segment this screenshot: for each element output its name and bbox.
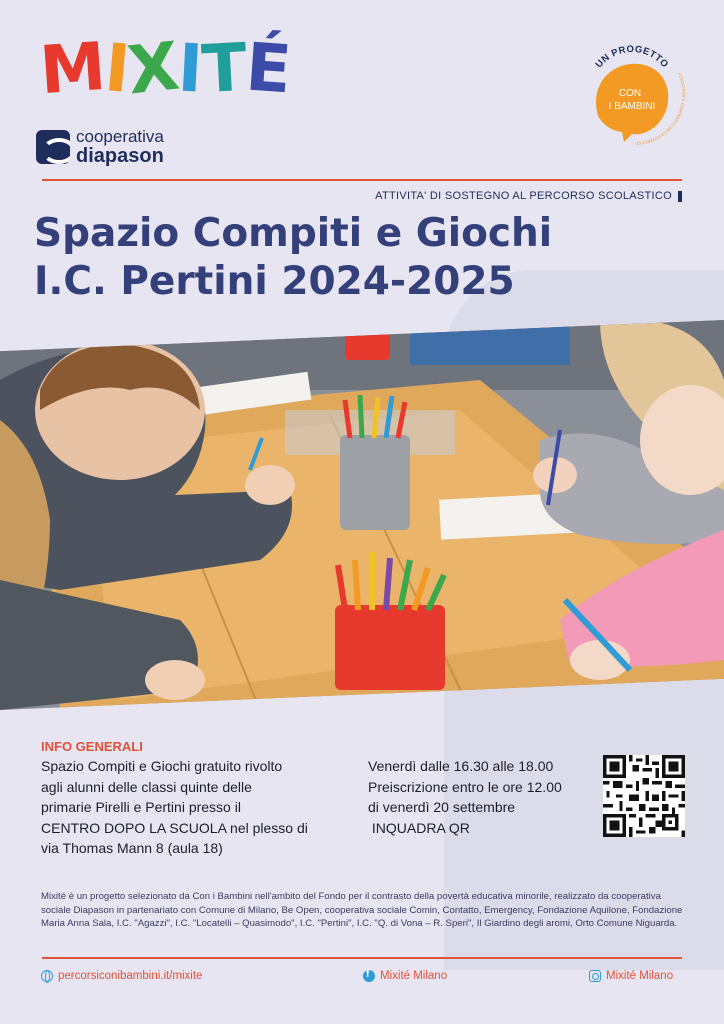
divider-top	[42, 179, 682, 181]
globe-icon	[41, 970, 53, 982]
footer-website-link[interactable]	[41, 970, 202, 982]
kicker	[375, 190, 682, 202]
info-heading: INFO GENERALI	[41, 739, 143, 754]
info-line: via Thomas Mann 8 (aula 18)	[41, 840, 223, 856]
instagram-text: Mixité Milano	[606, 970, 674, 982]
website-text: percorsiconibambini.it/mixite	[58, 970, 203, 982]
footnote: Mixité è un progetto selezionato da Con i Bambini nell'ambito del Fondo per il contrasto della povertà educativa minorile, realizzato da cooperativa sociale Diapason in partenariato con Comune di Milano, Be Open, cooperativa sociale Comin, Contatto, Emergency, Fondazione Aquilone, Fondazione Maria Anna Sala, I.C. "Agazzi", I.C. "Locatelli – Quasimodo", I.C. "Pertini", I.C. "Q. di Vona – R. Speri", Il Giardino degli aromi, Orto Comune Niguarda.	[41, 891, 683, 929]
badge-arc-text: FONDO PER IL CONTRASTO DELLA POVERTÀ ED	[635, 72, 686, 146]
schedule-block	[368, 756, 598, 838]
mixite-logo	[37, 27, 293, 110]
schedule-line: Preiscrizione entro le ore 12.00	[368, 778, 562, 795]
footer-facebook-link[interactable]	[363, 970, 447, 982]
schedule-line: INQUADRA QR	[368, 819, 470, 836]
footer-instagram-link[interactable]	[589, 970, 673, 982]
diapason-line1: cooperativa	[76, 127, 164, 146]
title-line2: I.C. Pertini 2024-2025	[34, 258, 515, 304]
logo-letter: I	[101, 29, 132, 108]
badge-top-text: UN PROGETTO	[593, 43, 671, 71]
logo-letter: M	[37, 27, 108, 110]
diapason-mark-icon	[36, 130, 70, 164]
facebook-icon	[363, 970, 375, 982]
info-line: Spazio Compiti e Giochi gratuito rivolto	[41, 758, 283, 774]
diapason-line2: diapason	[76, 145, 164, 167]
instagram-icon	[589, 970, 601, 982]
badge-line1: CON	[618, 88, 642, 99]
con-i-bambini-badge	[578, 38, 686, 146]
divider-bottom	[42, 957, 682, 959]
facebook-text: Mixité Milano	[380, 970, 448, 982]
info-body	[41, 756, 341, 859]
schedule-line: di venerdì 20 settembre	[368, 799, 516, 815]
logo-letter: X	[124, 27, 182, 110]
qr-code[interactable]	[603, 755, 685, 837]
kicker-text: ATTIVITA' DI SOSTEGNO AL PERCORSO SCOLASTICO	[375, 190, 672, 202]
info-line: CENTRO DOPO LA SCUOLA nel plesso di	[41, 819, 308, 836]
badge-line2: I BAMBINI	[608, 101, 656, 112]
logo-letter: I	[176, 29, 204, 108]
children-doing-homework-photo	[0, 320, 724, 710]
info-line: primarie Pirelli e Pertini presso il	[41, 799, 241, 815]
cooperativa-diapason-logo	[36, 128, 164, 166]
title-line1: Spazio Compiti e Giochi	[34, 211, 553, 256]
kicker-bar	[678, 191, 682, 202]
schedule-line: Venerdì dalle 16.30 alle 18.00	[368, 758, 554, 774]
logo-letter: T	[199, 28, 248, 109]
info-line: agli alunni delle classi quinte delle	[41, 778, 252, 795]
page-title	[34, 210, 552, 305]
logo-letter: É	[243, 28, 293, 109]
